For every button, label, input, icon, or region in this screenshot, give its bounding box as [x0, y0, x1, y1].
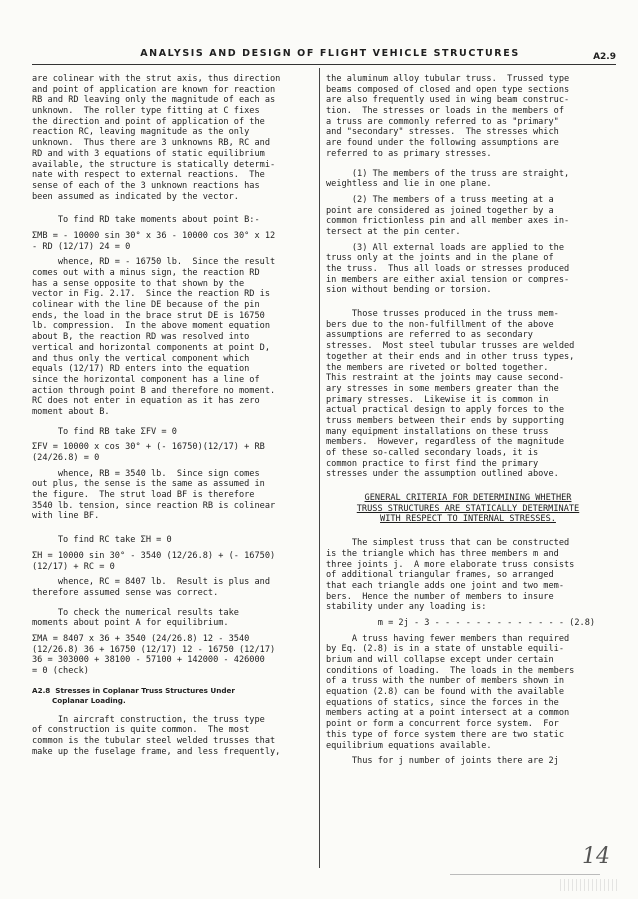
text-line: equilibrium equations available. — [326, 740, 492, 751]
text-line: stresses under the assumption outlined above. — [326, 469, 559, 480]
text-line: referred to as primary stresses. — [326, 148, 492, 159]
paragraph-gap — [32, 677, 310, 686]
scan-noise — [560, 879, 620, 891]
text-line: A2.8 Stresses in Coplanar Truss Structures Under — [32, 685, 235, 695]
text-line: tersect at the pin center. — [326, 226, 461, 237]
handwritten-page-mark: 14 — [582, 844, 610, 869]
text-line: This restraint at the joints may cause second- — [326, 373, 564, 384]
paragraph — [326, 309, 610, 480]
paragraph — [326, 195, 610, 238]
text-line: a truss are commonly referred to as "primary" — [326, 116, 559, 127]
paragraph-gap — [326, 296, 610, 309]
text-line: many equipment installations on these truss — [326, 426, 549, 437]
paragraph-gap — [32, 522, 310, 535]
text-line: Thus for j number of joints there are 2j — [326, 756, 559, 767]
text-line: 36 = 303000 + 38100 - 57100 + 142000 - 426000 — [32, 655, 265, 666]
column-divider — [319, 68, 320, 868]
paragraph — [32, 427, 310, 438]
text-line: equals (12/17) RD enters into the equation — [32, 364, 250, 375]
text-line: RD and with 3 equations of static equilibrium — [32, 148, 265, 159]
text-line: stresses. Most steel tubular trusses are welded — [326, 341, 575, 352]
text-line: has a sense opposite to that shown by the — [32, 278, 245, 289]
text-line: ΣH = 10000 sin 30° - 3540 (12/26.8) + (- 16750) — [32, 550, 276, 561]
text-line: whence, RC = 8407 lb. Result is plus and — [32, 577, 270, 588]
text-line: the direction and point of application of the — [32, 116, 265, 127]
text-line: with line BF. — [32, 511, 100, 522]
text-line: WITH RESPECT TO INTERNAL STRESSES. — [380, 514, 556, 525]
text-line: beams composed of closed and open type sections — [326, 84, 570, 95]
text-line: To check the numerical results take — [32, 607, 239, 618]
text-line: To find RC take ΣH = 0 — [32, 535, 172, 546]
right-column — [326, 74, 610, 767]
paragraph-gap — [326, 480, 610, 493]
text-line: in members are either axial tension or compres- — [326, 274, 570, 285]
paragraph — [326, 618, 610, 629]
text-line: bers due to the non-fulfillment of the above — [326, 319, 554, 330]
paragraph — [326, 538, 610, 613]
paragraph — [32, 231, 310, 252]
text-line: m = 2j - 3 - - - - - - - - - - - - - (2.8) — [326, 617, 596, 628]
paragraph — [32, 442, 310, 463]
text-line: conditions of loading. The loads in the members — [326, 665, 575, 676]
text-line: RC does not enter in equation as it has zero — [32, 396, 260, 407]
text-line: moments about point A for equilibrium. — [32, 618, 229, 629]
text-line: TRUSS STRUCTURES ARE STATICALLY DETERMINATE — [356, 503, 580, 514]
text-line: been assumed as indicated by the vector. — [32, 191, 239, 202]
text-line: RB and RD leaving only the magnitude of each as — [32, 95, 276, 106]
paragraph — [326, 169, 610, 190]
text-line: actual practical design to apply forces to the — [326, 405, 564, 416]
text-line: 3540 lb. tension, since reaction RB is colinear — [32, 500, 276, 511]
text-line: (2) The members of a truss meeting at a — [326, 194, 554, 205]
text-line: action through point B and therefore no moment. — [32, 385, 276, 396]
text-line: and "secondary" stresses. The stresses which — [326, 127, 559, 138]
left-column — [32, 74, 310, 757]
text-line: whence, RB = 3540 lb. Since sign comes — [32, 468, 260, 479]
text-line: Those trusses produced in the truss mem- — [326, 309, 559, 320]
text-line: make up the fuselage frame, and less frequently, — [32, 746, 281, 757]
text-line: whence, RD = - 16750 lb. Since the result — [32, 257, 276, 268]
text-line: and thus only the vertical component which — [32, 353, 250, 364]
paragraph-gap — [326, 525, 610, 538]
text-line: bers. Hence the number of members to insure — [326, 591, 554, 602]
text-line: unknown. Thus there are 3 unknowns RB, RC and — [32, 138, 270, 149]
text-line: of additional triangular frames, so arranged — [326, 570, 554, 581]
footer-rule — [450, 874, 600, 875]
text-line: - RD (12/17) 24 = 0 — [32, 241, 131, 252]
text-line: three joints j. A more elaborate truss consists — [326, 559, 575, 570]
text-line: To find RB take ΣFV = 0 — [32, 426, 177, 437]
text-line: ΣMA = 8407 x 36 + 3540 (24/26.8) 12 - 3540 — [32, 633, 250, 644]
text-line: point are considered as joined together by a — [326, 205, 554, 216]
running-header: ANALYSIS AND DESIGN OF FLIGHT VEHICLE STRUCTURES — [140, 48, 520, 59]
text-line: reaction RC, leaving magnitude as the only — [32, 127, 250, 138]
text-line: stability under any loading is: — [326, 602, 487, 613]
text-line: nate with respect to external reactions. The — [32, 170, 265, 181]
criteria-heading — [326, 493, 610, 525]
text-line: and point of application are known for reaction — [32, 84, 276, 95]
text-line: GENERAL CRITERIA FOR DETERMINING WHETHER — [364, 493, 572, 504]
text-line: moment about B. — [32, 406, 110, 417]
text-line: since the horizontal component has a line of — [32, 374, 260, 385]
text-line: point or form a concurrent force system. For — [326, 719, 559, 730]
text-line: the truss. Thus all loads or stresses produced — [326, 264, 570, 274]
paragraph — [326, 634, 610, 752]
text-line: of these so-called secondary loads, it is — [326, 448, 539, 458]
text-line: together at their ends and in other truss types, — [326, 351, 575, 362]
text-line: available, the structure is statically determi- — [32, 159, 276, 170]
text-line: (3) All external loads are applied to the — [326, 242, 564, 253]
text-line: equations of statics, since the forces in the — [326, 697, 559, 708]
paragraph — [32, 469, 310, 522]
text-line: In aircraft construction, the truss type — [32, 714, 265, 725]
paragraph — [32, 608, 310, 629]
text-line: colinear with the line DE because of the pin — [32, 300, 260, 311]
text-line: vertical and horizontal components at point D, — [32, 342, 270, 353]
paragraph — [32, 535, 310, 546]
section-heading — [32, 686, 310, 706]
text-line: equation (2.8) can be found with the available — [326, 687, 564, 698]
text-line: Coplanar Loading. — [32, 695, 126, 705]
text-line: out plus, the sense is the same as assumed in — [32, 479, 265, 490]
paragraph-gap — [326, 160, 610, 169]
text-line: are found under the following assumptions are — [326, 138, 559, 149]
text-line: ΣMB = - 10000 sin 30° x 36 - 10000 cos 30° x 12 — [32, 230, 276, 241]
paragraph — [326, 243, 610, 296]
text-line: about B, the reaction RD was resolved into — [32, 332, 250, 343]
paragraph — [32, 215, 310, 226]
text-line: comes out with a minus sign, the reaction RD — [32, 268, 260, 278]
paragraph-gap — [32, 599, 310, 608]
text-line: A truss having fewer members than required — [326, 633, 570, 644]
text-line: To find RD take moments about point B:- — [32, 215, 260, 226]
text-line: sion without bending or torsion. — [326, 285, 492, 296]
text-line: assumptions are referred to as secondary — [326, 330, 533, 341]
text-line: vector in Fig. 2.17. Since the reaction RD is — [32, 289, 270, 300]
text-line: the aluminum alloy tubular truss. Trussed type — [326, 74, 570, 84]
text-line: of construction is quite common. The most — [32, 725, 250, 736]
text-line: common practice to first find the primary — [326, 458, 539, 469]
text-line: truss only at the joints and in the plane of — [326, 253, 554, 264]
text-line: tion. The stresses or loads in the members of — [326, 106, 564, 117]
paragraph — [32, 551, 310, 572]
text-line: brium and will collapse except under certain — [326, 655, 554, 665]
text-line: members acting at a point intersect at a common — [326, 708, 570, 719]
text-line: sense of each of the 3 unknown reactions has — [32, 180, 260, 191]
text-line: are colinear with the strut axis, thus direction — [32, 74, 281, 84]
text-line: ΣFV = 10000 x cos 30° + (- 16750)(12/17) + RB — [32, 442, 265, 453]
text-line: the members are riveted or bolted together. — [326, 362, 549, 373]
paragraph — [326, 74, 610, 160]
paragraph-gap — [32, 418, 310, 427]
text-line: ary stresses in some members greater than the — [326, 383, 559, 394]
text-line: The simplest truss that can be constructed — [326, 538, 570, 549]
text-line: (1) The members of the truss are straight, — [326, 168, 570, 179]
text-line: truss members between their ends by supporting — [326, 415, 564, 426]
header-rule — [32, 64, 616, 65]
text-line: weightless and lie in one plane. — [326, 179, 492, 190]
text-line: unknown. The roller type fitting at C fixes — [32, 106, 260, 117]
text-line: (12/26.8) 36 + 16750 (12/17) 12 - 16750 (12/17) — [32, 644, 276, 655]
text-line: therefore assumed sense was correct. — [32, 587, 219, 598]
text-line: by Eq. (2.8) is in a state of unstable equili- — [326, 644, 564, 655]
paragraph — [32, 257, 310, 417]
paragraph — [32, 74, 310, 202]
text-line: (24/26.8) = 0 — [32, 453, 100, 463]
text-line: (12/17) + RC = 0 — [32, 561, 115, 572]
text-line: ends, the load in the brace strut DE is 16750 — [32, 310, 265, 321]
text-line: the figure. The strut load BF is therefore — [32, 490, 255, 501]
paragraph-gap — [32, 202, 310, 215]
text-line: are also frequently used in wing beam construc- — [326, 95, 570, 106]
text-line: common frictionless pin and all member axes in- — [326, 216, 570, 227]
text-line: primary stresses. Likewise it is common in — [326, 394, 549, 405]
text-line: common is the tubular steel welded trusses that — [32, 736, 276, 747]
paragraph — [32, 634, 310, 677]
page-number: A2.9 — [593, 52, 616, 62]
text-line: of a truss with the number of members shown in — [326, 676, 564, 687]
paragraph — [32, 715, 310, 758]
paragraph-gap — [32, 706, 310, 715]
text-line: lb. compression. In the above moment equation — [32, 321, 270, 332]
text-line: that each triangle adds one joint and two mem- — [326, 580, 564, 591]
text-line: = 0 (check) — [32, 666, 89, 676]
text-line: this type of force system there are two static — [326, 729, 564, 740]
text-line: is the triangle which has three members m and — [326, 548, 559, 559]
text-line: members. However, regardless of the magnitude — [326, 437, 564, 448]
paragraph — [32, 577, 310, 598]
paragraph — [326, 756, 610, 767]
